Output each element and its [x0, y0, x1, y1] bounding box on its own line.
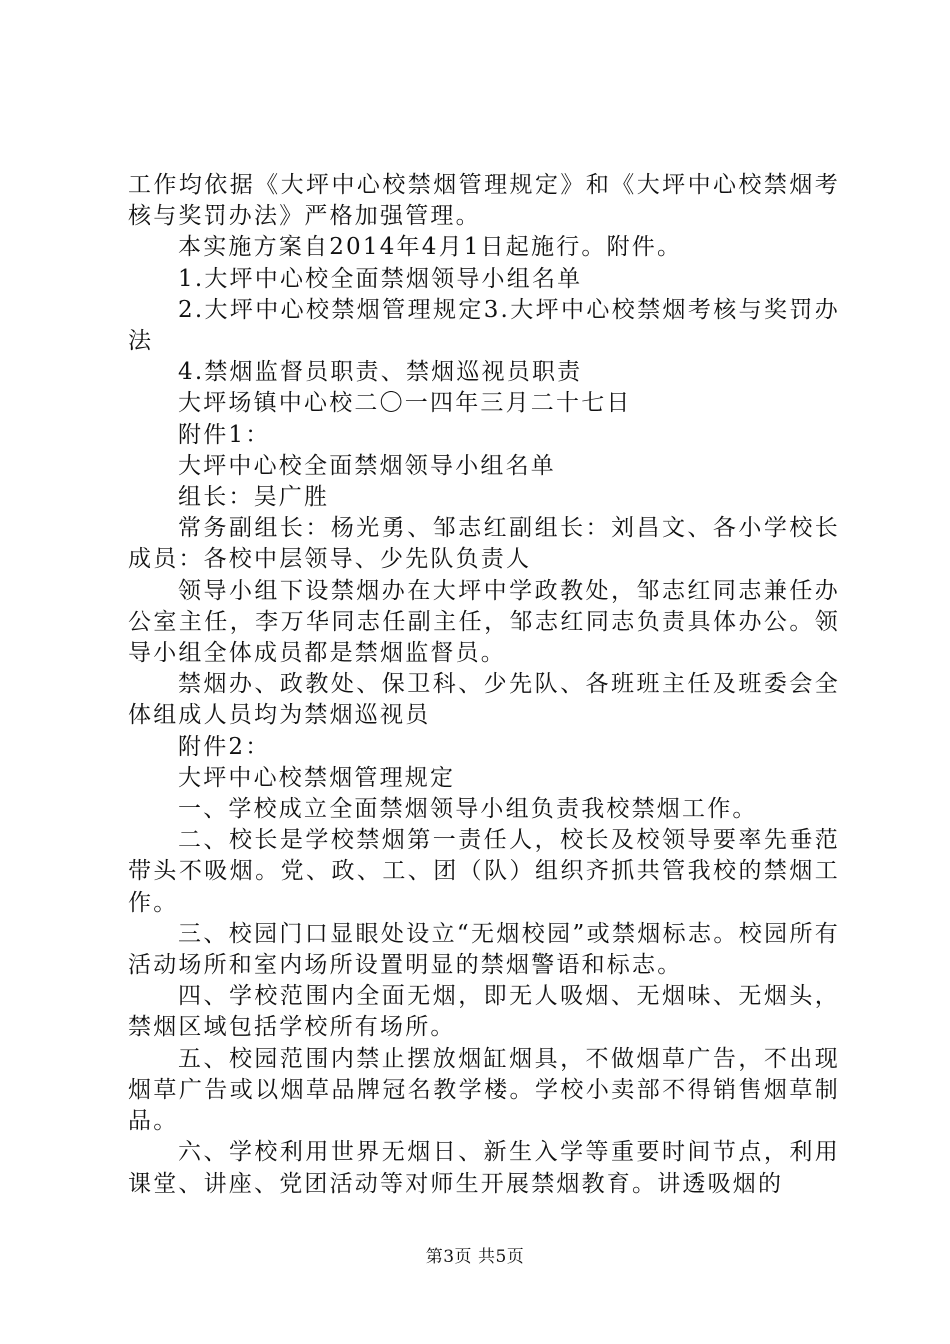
paragraph-7: 大坪中心校全面禁烟领导小组名单	[178, 452, 556, 479]
paragraph-1: 本实施方案自2014年4月1日起施行。附件。	[178, 234, 683, 261]
paragraph-8: 组长：吴广胜	[178, 484, 330, 511]
paragraph-14: 一、学校成立全面禁烟领导小组负责我校禁烟工作。	[178, 796, 758, 823]
paragraph-2: 1.大坪中心校全面禁烟领导小组名单	[178, 265, 583, 292]
document-body	[128, 170, 840, 1200]
paragraph-9: 常务副组长：杨光勇、邹志红副组长：刘昌文、各小学校长成员：各校中层领导、少先队负责人	[128, 515, 840, 573]
paragraph-16: 三、校园门口显眼处设立“无烟校园”或禁烟标志。校园所有活动场所和室内场所设置明显的禁烟警语和标志。	[128, 920, 840, 979]
paragraph-12: 附件2：	[178, 733, 271, 760]
paragraph-3: 2.大坪中心校禁烟管理规定3.大坪中心校禁烟考核与奖罚办法	[128, 296, 840, 355]
paragraph-18: 五、校园范围内禁止摆放烟缸烟具，不做烟草广告，不出现烟草广告或以烟草品牌冠名教学楼。学校小卖部不得销售烟草制品。	[128, 1045, 840, 1135]
paragraph-13: 大坪中心校禁烟管理规定	[178, 764, 456, 791]
paragraph-6: 附件1：	[178, 421, 271, 448]
paragraph-15: 二、校长是学校禁烟第一责任人，校长及校领导要率先垂范带头不吸烟。党、政、工、团（队）组织齐抓共管我校的禁烟工作。	[128, 827, 840, 916]
paragraph-4: 4.禁烟监督员职责、禁烟巡视员职责	[178, 359, 583, 386]
paragraph-11: 禁烟办、政教处、保卫科、少先队、各班班主任及班委会全体组成人员均为禁烟巡视员	[128, 671, 840, 729]
paragraph-0: 工作均依据《大坪中心校禁烟管理规定》和《大坪中心校禁烟考核与奖罚办法》严格加强管理。	[128, 172, 840, 230]
paragraph-10: 领导小组下设禁烟办在大坪中学政教处，邹志红同志兼任办公室主任，李万华同志任副主任，邹志红同志负责具体办公。领导小组全体成员都是禁烟监督员。	[128, 577, 840, 667]
page-number-footer: 第3页 共5页	[425, 1247, 525, 1267]
paragraph-5: 大坪场镇中心校二〇一四年三月二十七日	[178, 390, 632, 417]
paragraph-19: 六、学校利用世界无烟日、新生入学等重要时间节点，利用课堂、讲座、党团活动等对师生开展禁烟教育。讲透吸烟的	[128, 1139, 840, 1197]
paragraph-17: 四、学校范围内全面无烟，即无人吸烟、无烟味、无烟头，禁烟区域包括学校所有场所。	[128, 983, 840, 1041]
